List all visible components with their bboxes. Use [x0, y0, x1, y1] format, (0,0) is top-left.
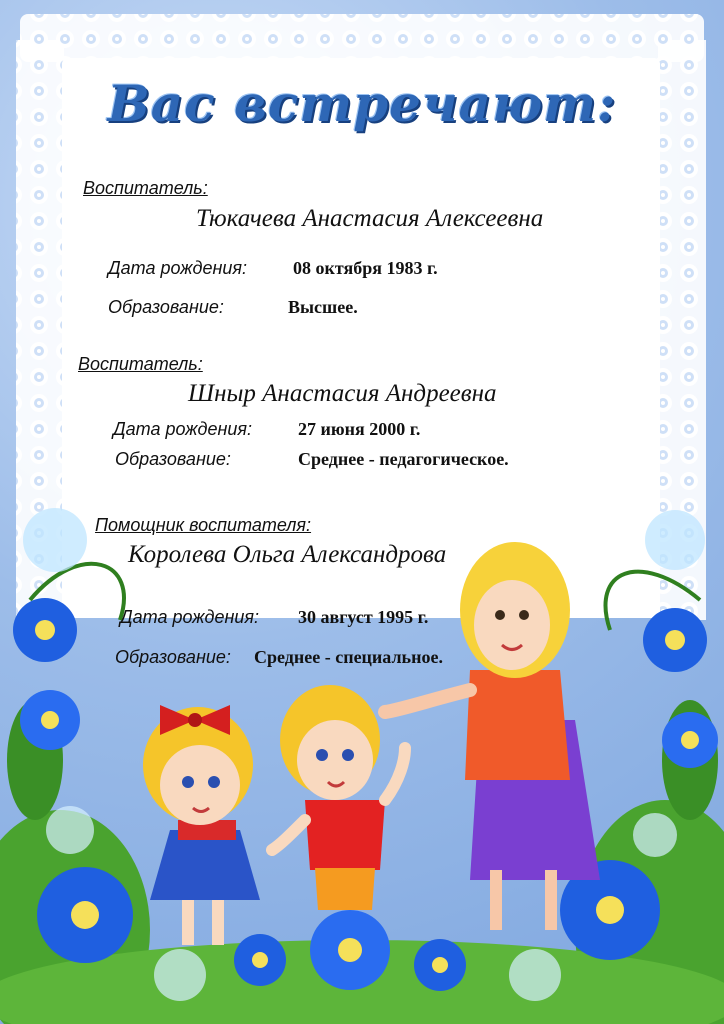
staff-2-birth-value: 27 июня 2000 г. — [298, 419, 421, 439]
teacher-illustration — [385, 542, 600, 930]
page-title: Вас встречают: — [107, 74, 617, 133]
staff-3-role: Помощник воспитателя: — [95, 515, 312, 535]
staff-3-birth-label: Дата рождения: — [120, 607, 259, 627]
staff-1-name: Тюкачева Анастасия Алексеевна — [196, 205, 544, 232]
staff-2-birth-label: Дата рождения: — [113, 419, 252, 439]
staff-1-role: Воспитатель: — [83, 178, 208, 198]
staff-1-edu-value: Высшее. — [288, 297, 358, 317]
staff-1-birth-value: 08 октября 1983 г. — [293, 258, 438, 278]
staff-2-edu-value: Среднее - педагогическое. — [298, 449, 509, 469]
staff-3-name: Королева Ольга Александрова — [128, 541, 447, 568]
staff-2-edu-label: Образование: — [115, 449, 231, 469]
girl-illustration — [143, 705, 260, 945]
staff-3-edu-value: Среднее - специальное. — [254, 647, 443, 667]
staff-3-birth-value: 30 август 1995 г. — [298, 607, 429, 627]
staff-2-name: Шныр Анастасия Андреевна — [188, 380, 497, 407]
staff-1-edu-label: Образование: — [108, 297, 224, 317]
staff-2-role: Воспитатель: — [78, 354, 203, 374]
staff-1-birth-label: Дата рождения: — [108, 258, 247, 278]
staff-3-edu-label: Образование: — [115, 647, 231, 667]
